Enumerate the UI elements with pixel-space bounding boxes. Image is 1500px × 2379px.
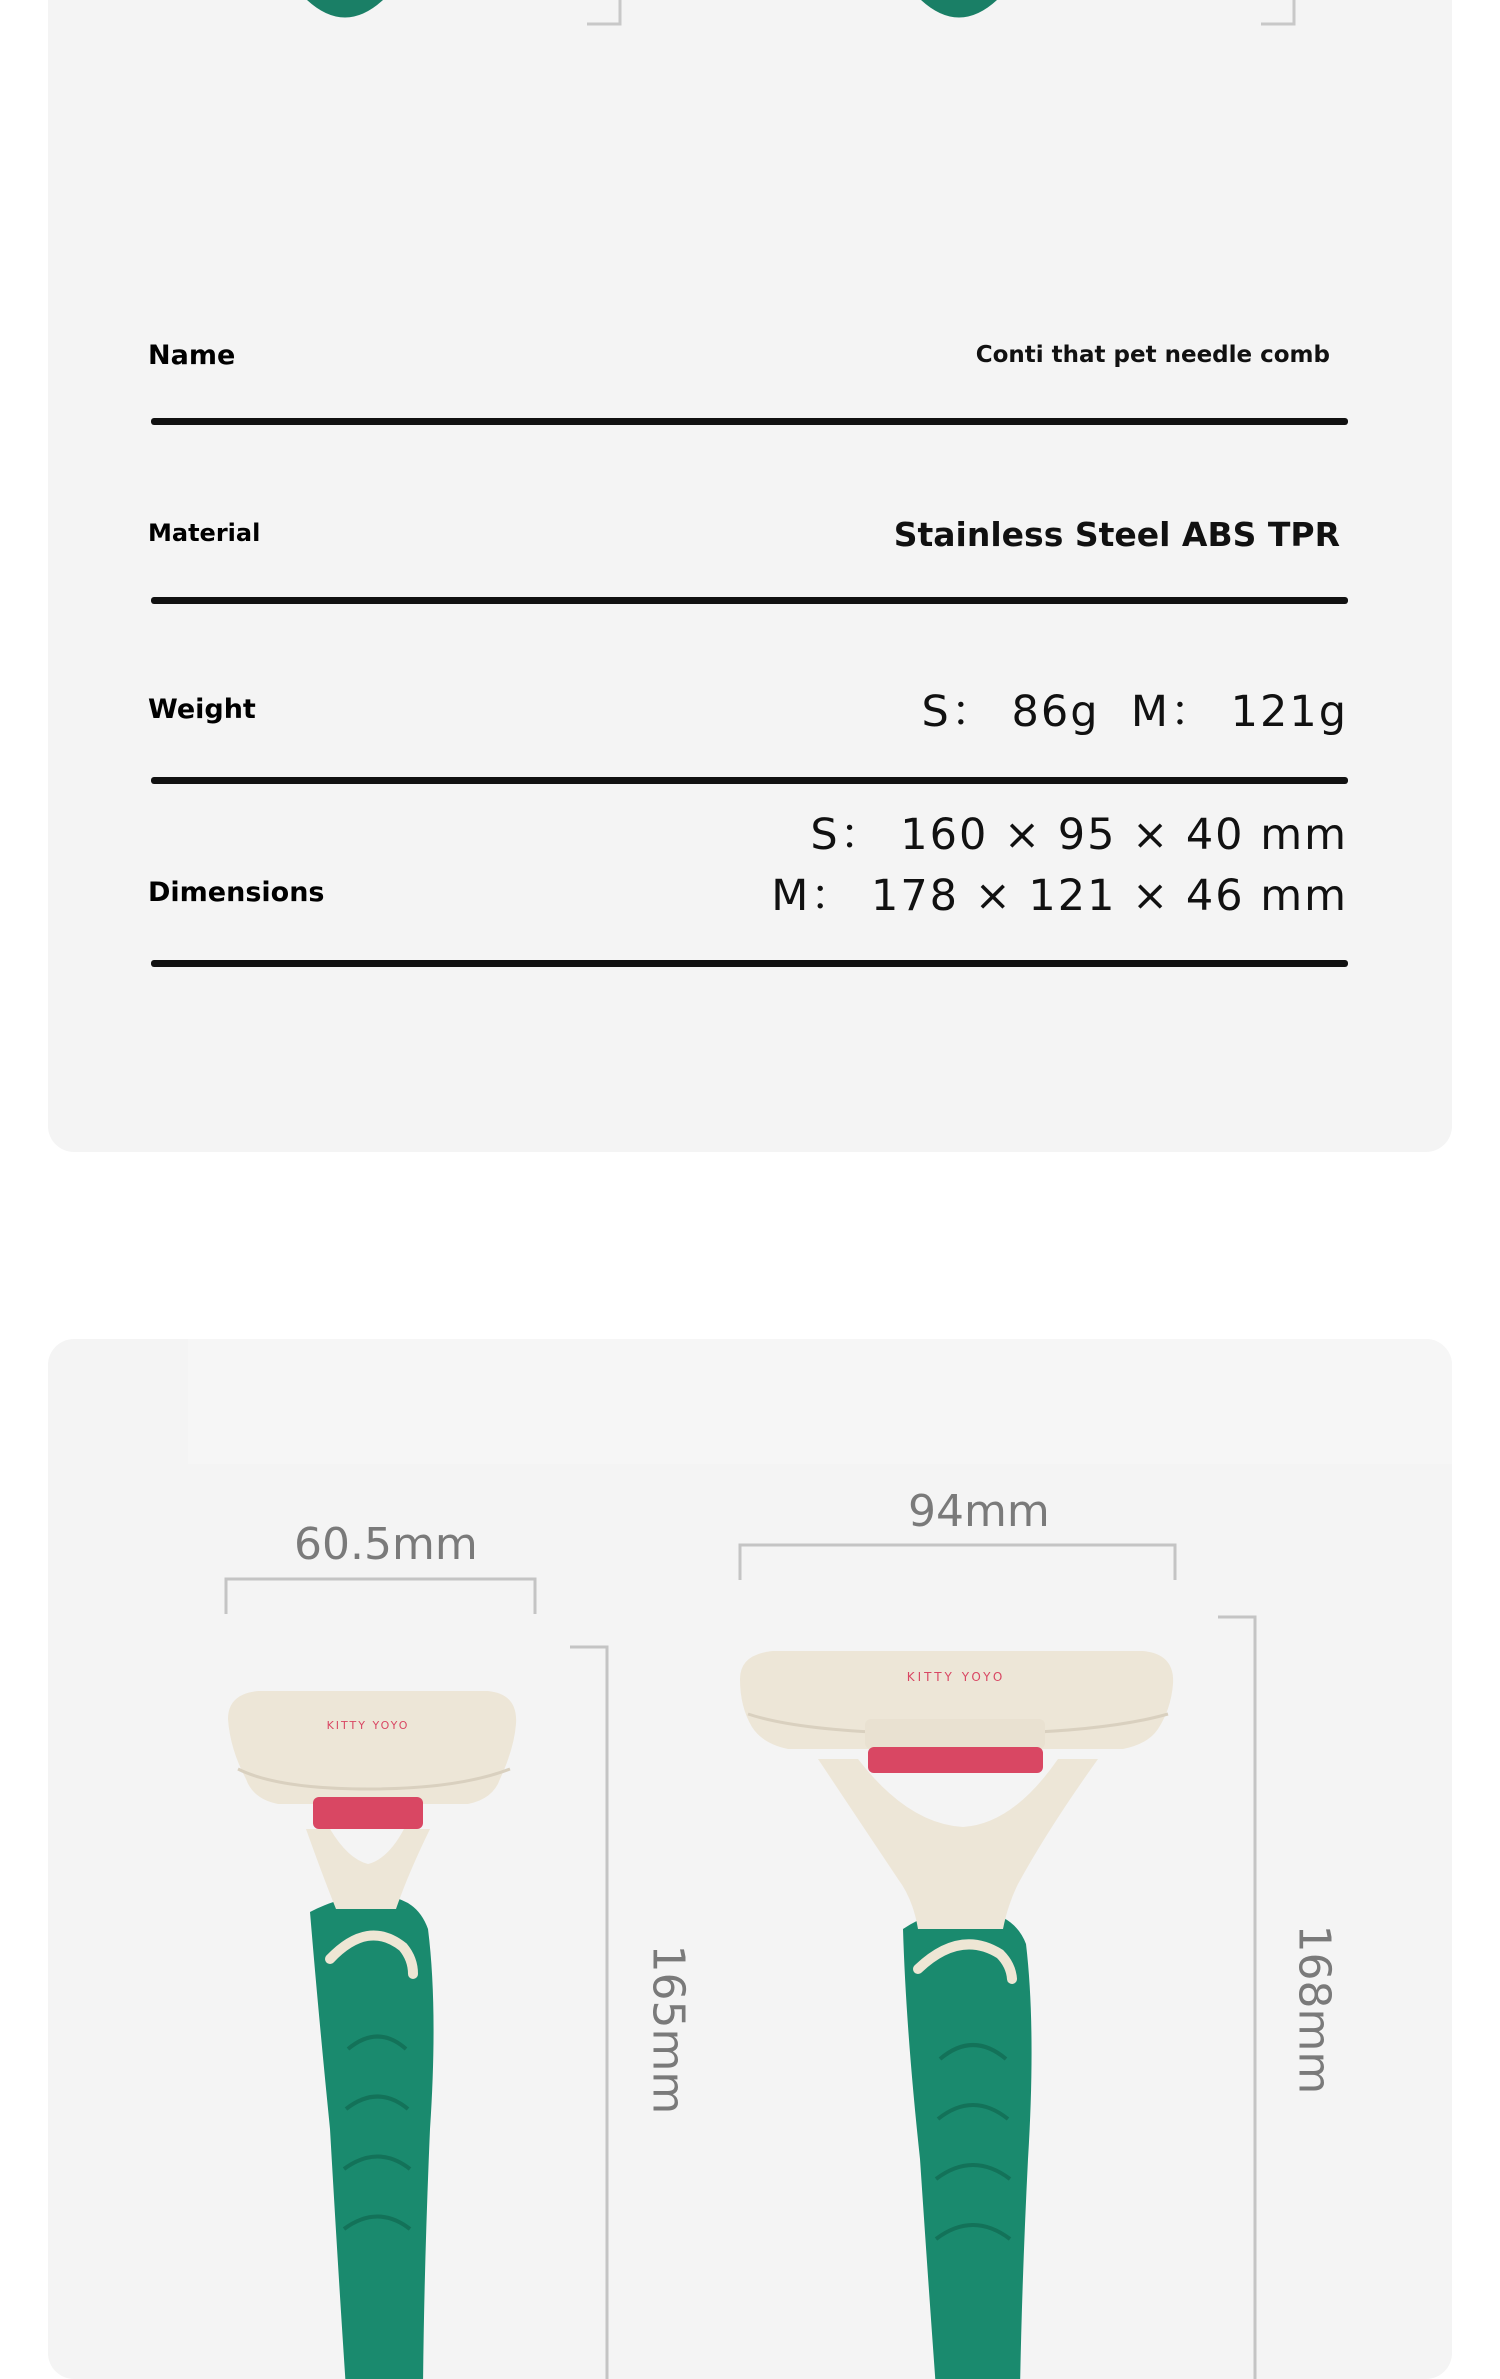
spec-value-material: Stainless Steel ABS TPR [893,515,1340,554]
small-comb-illustration [218,1629,538,2379]
medium-comb-illustration [728,1599,1188,2379]
spec-divider-3 [151,777,1348,784]
spec-value-weight: S： 86g M： 121g [921,687,1348,737]
dimension-card [48,1339,1452,2379]
spec-divider-1 [151,418,1348,425]
spec-row-material [148,515,1348,559]
spec-value-dimensions-m: M： 178 × 121 × 46 mm [771,871,1348,921]
spec-label-weight: Weight [148,694,256,725]
spec-value-name: Conti that pet needle comb [975,342,1330,368]
spec-row-dimensions [148,805,1348,927]
spec-row-weight [148,682,1348,742]
photo-backdrop-top [188,1339,1452,1464]
spec-value-dimensions-s: S： 160 × 95 × 40 mm [810,810,1348,860]
spec-row-name [148,338,1348,378]
spec-label-dimensions: Dimensions [148,877,325,908]
small-width-label: 60.5mm [294,1519,478,1570]
medium-width-label: 94mm [908,1486,1050,1537]
spec-label-material: Material [148,519,261,547]
spec-card [48,0,1452,1152]
small-width-bracket [224,1576,538,1616]
medium-height-bracket [1218,1614,1258,2379]
small-height-bracket [570,1644,610,2379]
medium-width-bracket [738,1542,1178,1582]
small-height-label: 165mm [642,1944,694,2115]
spec-divider-4 [151,960,1348,967]
medium-height-label: 168mm [1288,1924,1340,2095]
medium-comb-brand: KITTY YOYO [906,1670,1006,1684]
spec-label-name: Name [148,340,236,371]
small-comb-brand: KITTY YOYO [326,1719,410,1732]
spec-divider-2 [151,597,1348,604]
comb-tips-top [0,0,1500,30]
